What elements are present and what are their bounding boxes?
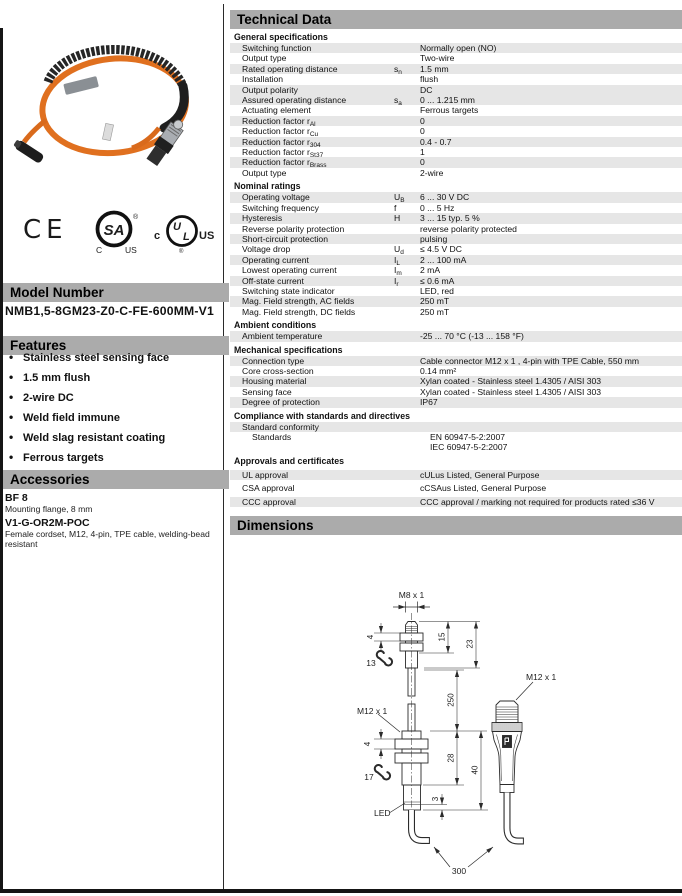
- spec-symbol: [404, 432, 430, 453]
- spec-row: [230, 307, 682, 317]
- wrench-13-icon: [377, 651, 392, 665]
- tech-sections: [230, 32, 682, 507]
- spec-row: [230, 432, 682, 453]
- spec-label: Switching frequency: [242, 202, 319, 213]
- spec-row: [230, 224, 682, 234]
- spec-value: 2 ... 100 mA: [420, 254, 467, 265]
- tech-section: [230, 345, 682, 408]
- spec-label: Switching function: [242, 43, 312, 53]
- spec-value: 3 ... 15 typ. 5 %: [420, 213, 480, 224]
- feature-item: • 1.5 mm flush: [5, 373, 169, 384]
- spec-value: 1: [420, 147, 425, 158]
- features-header: Features: [10, 338, 67, 353]
- spec-symbol: [394, 286, 420, 296]
- spec-symbol: [394, 137, 420, 147]
- spec-symbol: [394, 470, 420, 480]
- spec-value: Two-wire: [420, 53, 455, 64]
- spec-row: [230, 470, 682, 480]
- spec-symbol: [394, 147, 420, 157]
- spec-value: 250 mT: [420, 296, 450, 307]
- ul-c: c: [154, 230, 161, 242]
- spec-label: Reduction factor $r_{Brass}$: [242, 157, 327, 170]
- features-list: [5, 353, 169, 473]
- spec-symbol: $I_L$: [394, 254, 401, 267]
- model-number-header: Model Number: [10, 285, 104, 300]
- spec-symbol: $s_a$: [394, 95, 402, 108]
- cable-clip: [102, 123, 113, 140]
- feature-item: • Weld slag resistant coating: [5, 433, 169, 444]
- model-number-header-bar: [3, 283, 229, 302]
- spec-row: [230, 147, 682, 160]
- spec-row: [230, 157, 682, 170]
- spec-row: [230, 105, 682, 115]
- csa-registered: ®: [133, 214, 139, 221]
- spec-row: [230, 203, 682, 213]
- corrugated-sleeve: [48, 49, 183, 86]
- spec-symbol: [394, 234, 420, 244]
- section-title: Nominal ratings: [234, 181, 301, 192]
- spec-symbol: [394, 387, 420, 397]
- spec-row: [230, 376, 682, 386]
- spec-row: [230, 74, 682, 84]
- product-photo: [12, 24, 204, 196]
- spec-label: Rated operating distance: [242, 63, 338, 74]
- ul-u: U: [173, 221, 181, 233]
- spec-label: CCC approval: [242, 496, 296, 507]
- spec-value: 2-wire: [420, 167, 444, 178]
- spec-row: [230, 255, 682, 265]
- spec-label: Installation: [242, 74, 284, 85]
- spec-label: Standard conformity: [242, 421, 319, 432]
- spec-label: CSA approval: [242, 483, 295, 494]
- spec-value: Xylan coated - Stainless steel 1.4305 / AISI 303: [420, 376, 602, 387]
- spec-value: CCC approval / marking not required for products rated ≤36 V: [420, 496, 655, 507]
- spec-label: Mag. Field strength, AC fields: [242, 296, 355, 307]
- connector-drawing: [492, 701, 523, 845]
- spec-symbol: $s_n$: [394, 63, 402, 76]
- feature-item: • 2-wire DC: [5, 393, 169, 404]
- spec-label: Lowest operating current: [242, 265, 337, 276]
- spec-symbol: [394, 497, 420, 507]
- spec-row: [230, 276, 682, 286]
- accessory-description: Mounting flange, 8 mm: [5, 504, 93, 514]
- spec-label: Ambient temperature: [242, 331, 323, 342]
- spec-value: 0: [420, 126, 425, 137]
- spec-label: Short-circuit protection: [242, 233, 328, 244]
- csa-c: C: [96, 245, 103, 255]
- feature-item: • Weld field immune: [5, 413, 169, 424]
- spec-row: [230, 397, 682, 407]
- spec-symbol: [394, 376, 420, 386]
- spec-symbol: [394, 331, 420, 341]
- spec-label: Off-state current: [242, 275, 304, 286]
- spec-label: Connection type: [242, 355, 305, 366]
- spec-value: ≤ 0.6 mA: [420, 275, 455, 286]
- accessory-name: V1-G-OR2M-POC: [5, 517, 90, 529]
- spec-row: [230, 356, 682, 366]
- spec-label: Housing material: [242, 376, 307, 387]
- certification-marks: [3, 205, 222, 265]
- spec-label: Degree of protection: [242, 397, 320, 408]
- tech-section: [230, 32, 682, 178]
- dim-4-bottom: 4: [363, 741, 372, 747]
- spec-row: [230, 137, 682, 147]
- spec-value: DC: [420, 84, 433, 95]
- spec-symbol: H: [394, 213, 401, 224]
- spec-row: [230, 483, 682, 493]
- dim-3: 3: [431, 796, 440, 802]
- spec-value: 0: [420, 157, 425, 168]
- csa-us: US: [125, 245, 137, 255]
- spec-label: Sensing face: [242, 386, 292, 397]
- spec-row: [230, 286, 682, 296]
- spec-label: Standards: [252, 432, 292, 442]
- spec-row: [230, 331, 682, 341]
- section-title: Ambient conditions: [234, 320, 317, 331]
- accessories-list: [5, 489, 219, 549]
- ce-mark: CE: [23, 215, 68, 245]
- label-m12-right: M12 x 1: [526, 672, 557, 682]
- spec-label: Reduction factor $r_{Al}$: [242, 115, 316, 128]
- spec-label: Output polarity: [242, 84, 298, 95]
- dim-4-top: 4: [366, 634, 375, 640]
- technical-data-header: Technical Data: [237, 12, 332, 27]
- spec-symbol: [394, 168, 420, 178]
- cable-tail-left: [24, 120, 46, 142]
- dimensions-header: Dimensions: [237, 518, 314, 534]
- spec-symbol: $I_r$: [394, 275, 399, 288]
- spec-symbol: f: [394, 202, 397, 213]
- label-m8-thread: M8 x 1: [398, 590, 425, 600]
- accessory-description: Female cordset, M12, 4-pin, TPE cable, welding-bead resistant: [5, 529, 210, 549]
- spec-label: Output type: [242, 167, 287, 178]
- spec-value: 2 mA: [420, 265, 441, 276]
- accessories-header: Accessories: [10, 472, 90, 487]
- spec-row: [230, 126, 682, 139]
- spec-value: cULus Listed, General Purpose: [420, 469, 540, 480]
- spec-symbol: [394, 483, 420, 493]
- spec-label: Reduction factor $r_{304}$: [242, 136, 321, 149]
- spec-row: [230, 53, 682, 63]
- cable-label-tag: [63, 76, 99, 95]
- spec-value: ≤ 4.5 V DC: [420, 244, 462, 255]
- ul-registered: ®: [179, 249, 184, 255]
- feature-item: • Ferrous targets: [5, 453, 169, 464]
- spec-row: [230, 265, 682, 278]
- technical-data-header-bar: [230, 10, 682, 29]
- spec-symbol: [394, 85, 420, 95]
- wrench-17-icon: [375, 765, 390, 779]
- spec-symbol: [394, 422, 420, 432]
- tech-section: [230, 411, 682, 453]
- sensor-barrel: [12, 138, 44, 164]
- spec-row: [230, 387, 682, 397]
- spec-row: [230, 296, 682, 306]
- spec-label: Core cross-section: [242, 365, 314, 376]
- spec-label: Voltage drop: [242, 244, 291, 255]
- spec-symbol: [394, 157, 420, 167]
- spec-row: [230, 213, 682, 223]
- sensor-drawing: [393, 602, 430, 845]
- spec-value: 0.14 mm²: [420, 365, 457, 376]
- csa-monogram: SA: [103, 222, 125, 239]
- ul-us: US: [199, 230, 215, 242]
- spec-label: UL approval: [242, 469, 289, 480]
- spec-label: Reduction factor $r_{Cu}$: [242, 126, 319, 139]
- spec-symbol: [394, 116, 420, 126]
- tech-section: [230, 320, 682, 341]
- label-led: LED: [374, 808, 391, 818]
- spec-value: 0.4 - 0.7: [420, 136, 452, 147]
- spec-row: [230, 95, 682, 108]
- spec-value: pulsing: [420, 233, 448, 244]
- spec-row: [230, 234, 682, 244]
- spec-symbol: [394, 224, 420, 234]
- csa-mark: [91, 208, 141, 261]
- spec-row: [230, 497, 682, 507]
- ul-mark: [151, 212, 215, 261]
- spec-symbol: [394, 397, 420, 407]
- product-photo-image: [12, 24, 204, 196]
- spec-label: Assured operating distance: [242, 95, 347, 106]
- label-m12-left: M12 x 1: [357, 706, 388, 716]
- dim-300: 300: [451, 866, 467, 876]
- spec-label: Switching state indicator: [242, 285, 335, 296]
- dim-28: 28: [446, 753, 456, 763]
- tech-section: [230, 181, 682, 317]
- right-column: [230, 10, 682, 535]
- spec-symbol: [394, 366, 420, 376]
- spec-symbol: $U_d$: [394, 244, 404, 257]
- spec-value: Xylan coated - Stainless steel 1.4305 / AISI 303: [420, 386, 602, 397]
- spec-symbol: $U_B$: [394, 192, 405, 205]
- spec-value: LED, red: [420, 285, 454, 296]
- spec-symbol: [394, 105, 420, 115]
- spec-value: [420, 422, 682, 432]
- left-column: [3, 0, 222, 893]
- spec-symbol: [394, 126, 420, 136]
- section-title: Approvals and certificates: [234, 455, 344, 466]
- spec-value: 250 mT: [420, 306, 450, 317]
- dim-23: 23: [465, 639, 475, 649]
- section-title: General specifications: [234, 32, 328, 42]
- model-number: NMB1,5-8GM23-Z0-C-FE-600MM-V1: [5, 304, 214, 318]
- tech-section: [230, 456, 682, 507]
- spec-symbol: [394, 307, 420, 317]
- spec-label: Operating voltage: [242, 192, 310, 203]
- section-title: Compliance with standards and directives: [234, 410, 410, 421]
- spec-row: [230, 64, 682, 74]
- accessory-name: BF 8: [5, 492, 28, 504]
- accessories-header-bar: [3, 470, 229, 489]
- dimensions-header-bar: [230, 516, 682, 535]
- spec-row: [230, 192, 682, 205]
- spec-symbol: [394, 43, 420, 53]
- dim-13: 13: [366, 658, 376, 668]
- spec-value: 6 ... 30 V DC: [420, 192, 470, 203]
- spec-row: [230, 244, 682, 257]
- spec-value: IP67: [420, 397, 438, 408]
- spec-symbol: [394, 296, 420, 306]
- feature-item: • Stainless steel sensing face: [5, 353, 169, 364]
- spec-value: 0 ... 5 Hz: [420, 202, 455, 213]
- dim-40: 40: [470, 765, 480, 775]
- spec-value: Ferrous targets: [420, 105, 479, 116]
- spec-value: 1.5 mm: [420, 63, 449, 74]
- spec-symbol: [394, 356, 420, 366]
- spec-label: Output type: [242, 53, 287, 64]
- spec-row: [230, 168, 682, 178]
- dim-17: 17: [364, 772, 374, 782]
- section-title: Mechanical specifications: [234, 344, 343, 355]
- dimensions-drawing: [330, 583, 682, 891]
- spec-value: -25 ... 70 °C (-13 ... 158 °F): [420, 331, 524, 342]
- spec-value: EN 60947-5-2:2007 IEC 60947-5-2:2007: [430, 432, 508, 453]
- spec-label: Hysteresis: [242, 213, 283, 224]
- spec-row: [230, 116, 682, 126]
- dim-250: 250: [446, 693, 456, 707]
- spec-value: Normally open (NO): [420, 43, 497, 53]
- spec-row: [230, 366, 682, 376]
- spec-row: [230, 85, 682, 95]
- spec-label: Reverse polarity protection: [242, 223, 345, 234]
- spec-symbol: $I_m$: [394, 265, 402, 278]
- spec-value: Cable connector M12 x 1 , 4-pin with TPE Cable, 550 mm: [420, 355, 640, 366]
- ul-l: L: [183, 231, 190, 243]
- spec-row: [230, 422, 682, 432]
- spec-value: 0: [420, 115, 425, 126]
- column-divider: [223, 4, 224, 889]
- spec-symbol: [394, 53, 420, 63]
- spec-symbol: [394, 74, 420, 84]
- spec-value: cCSAus Listed, General Purpose: [420, 483, 547, 494]
- spec-label: Operating current: [242, 254, 309, 265]
- spec-value: 0 ... 1.215 mm: [420, 95, 475, 106]
- spec-label: Actuating element: [242, 105, 311, 116]
- spec-row: [230, 43, 682, 53]
- dim-15: 15: [437, 632, 447, 642]
- spec-value: flush: [420, 74, 439, 85]
- spec-label: Mag. Field strength, DC fields: [242, 306, 356, 317]
- spec-value: reverse polarity protected: [420, 223, 517, 234]
- spec-label: Reduction factor $r_{St37}$: [242, 147, 324, 160]
